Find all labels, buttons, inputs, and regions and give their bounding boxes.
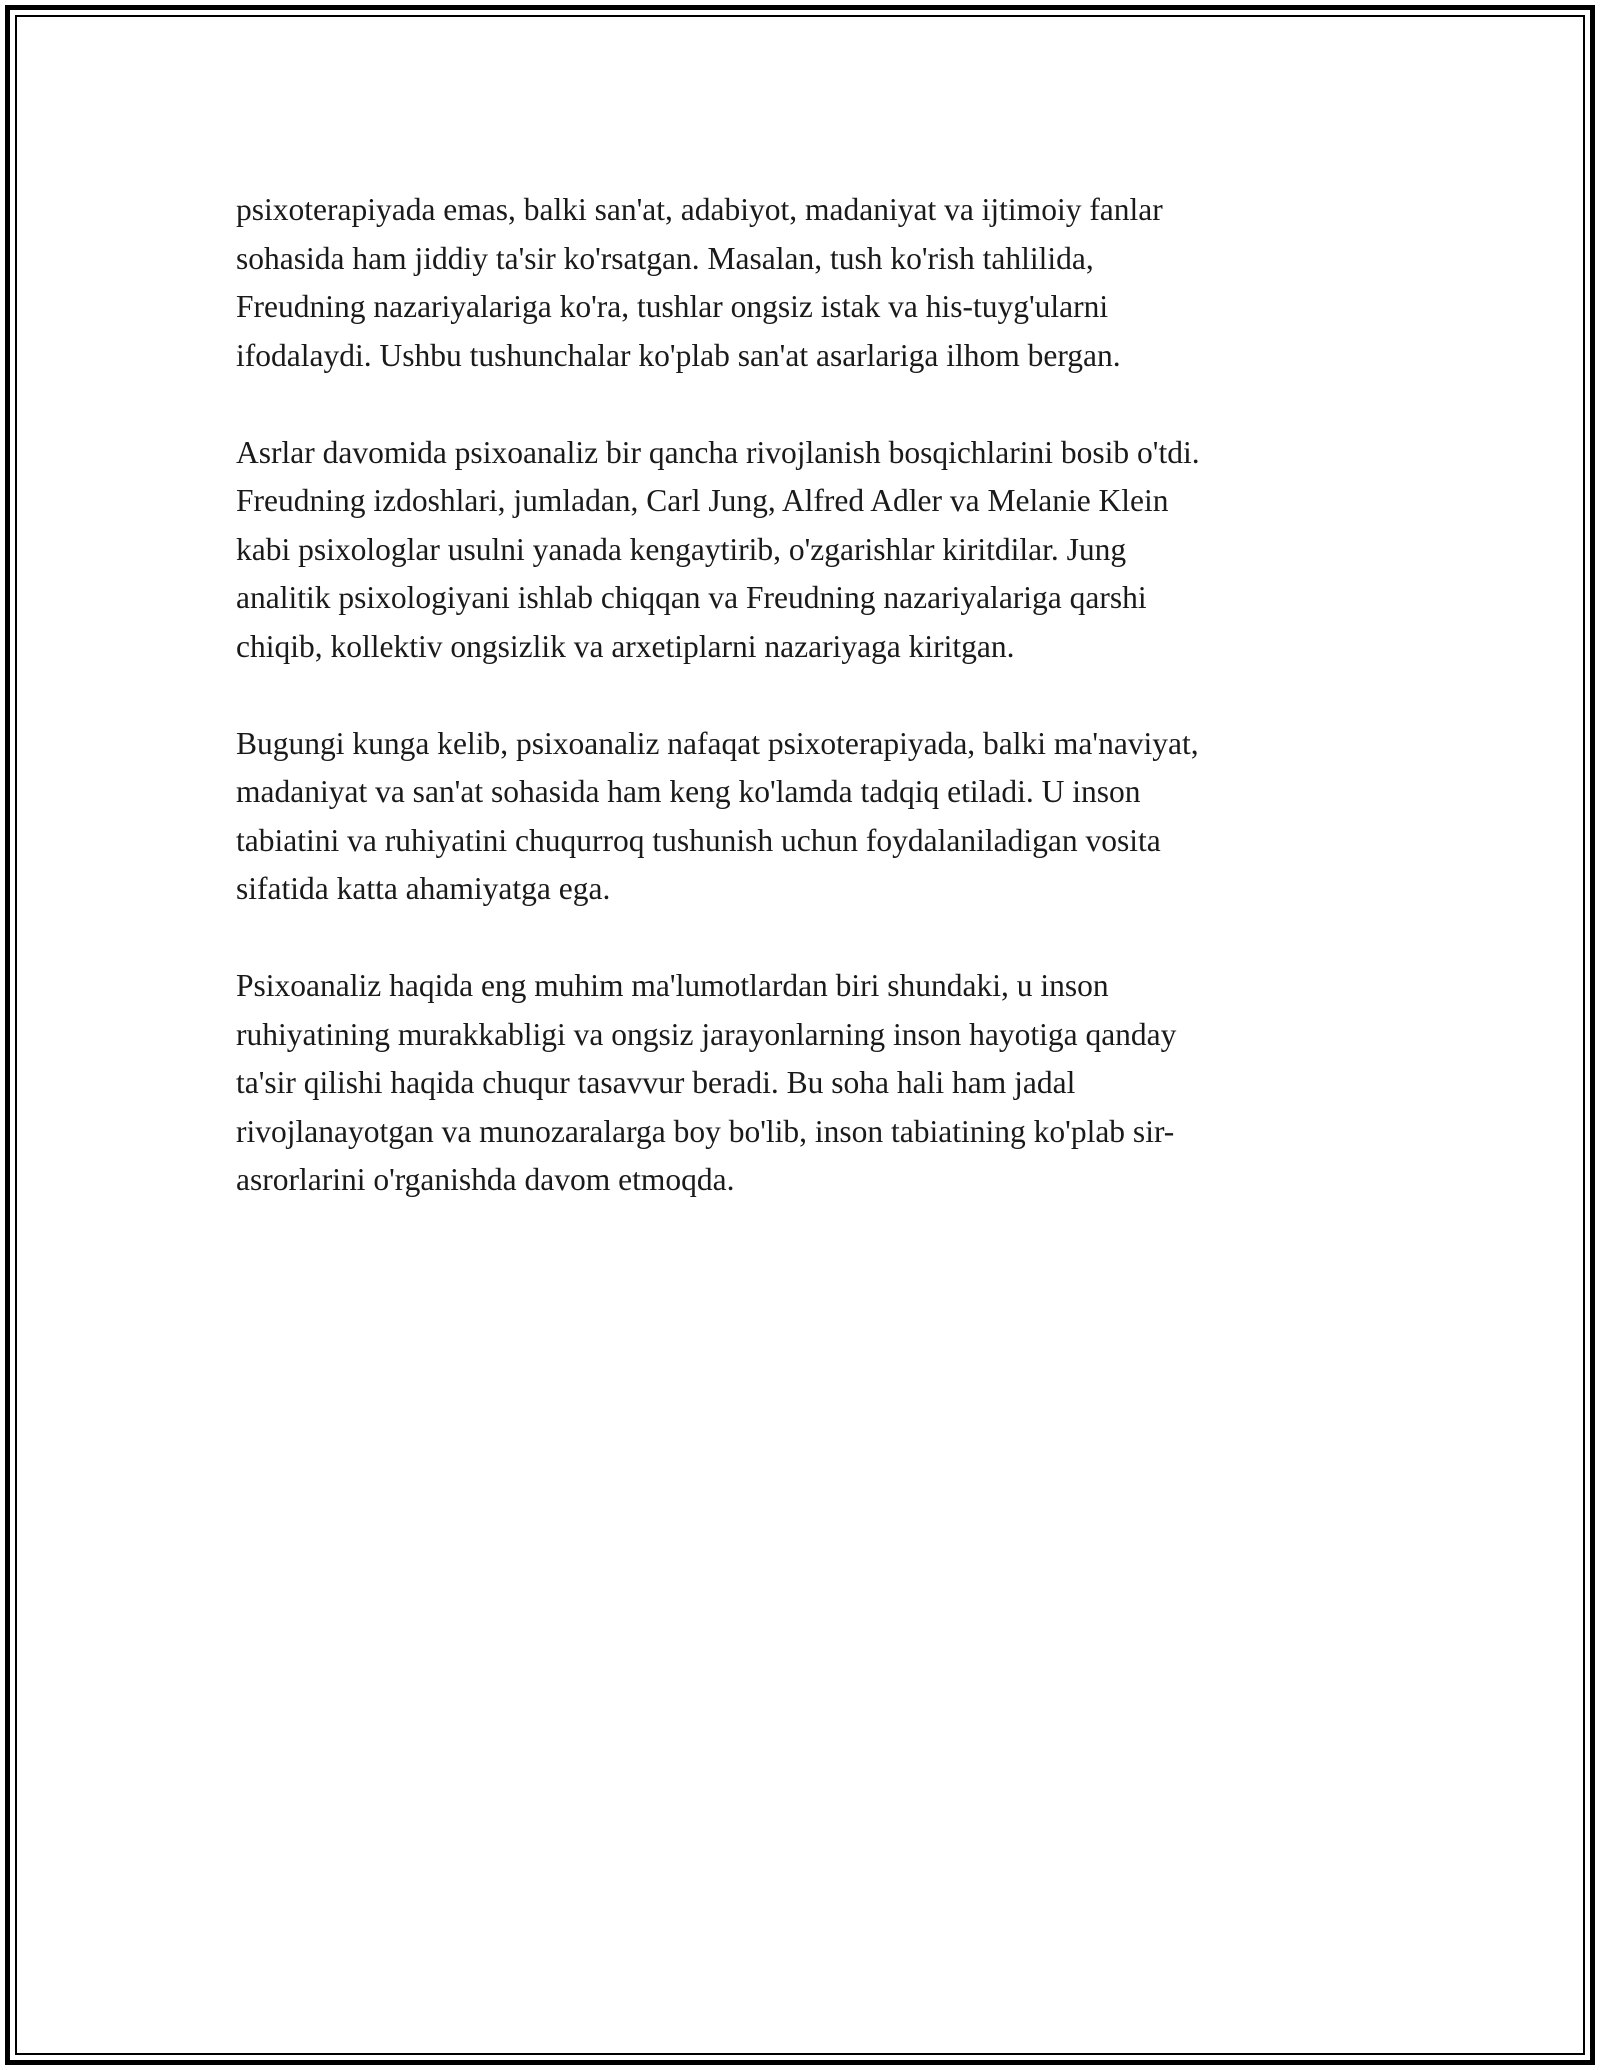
- paragraph-1: psixoterapiyada emas, balki san'at, adabiyot, madaniyat va ijtimoiy fanlar sohasida ham jiddiy ta'sir ko'rsatgan. Masalan, tush ko'rish tahlilida, Freudning nazariyalariga ko'ra, tushlar ongsiz istak va his-tuyg'ularni ifodalaydi. Ushbu tushunchalar ko'plab san'at asarlariga ilhom bergan.: [236, 192, 1163, 373]
- paragraph-2: Asrlar davomida psixoanaliz bir qancha rivojlanish bosqichlarini bosib o'tdi. Freudning izdoshlari, jumladan, Carl Jung, Alfred Adler va Melanie Klein kabi psixologlar usulni yanada kengaytirib, o'zgarishlar kiritdilar. Jung analitik psixologiyani ishlab chiqqan va Freudning nazariyalariga qarshi chiqib, kollektiv ongsizlik va arxetiplarni nazariyaga kiritgan.: [236, 434, 1200, 664]
- document-body: [236, 186, 1396, 1253]
- paragraph-4: Psixoanaliz haqida eng muhim ma'lumotlardan biri shundaki, u inson ruhiyatining murakkabligi va ongsiz jarayonlarning inson hayotiga qanday ta'sir qilishi haqida chuqur tasavvur beradi. Bu soha hali ham jadal rivojlanayotgan va munozaralarga boy bo'lib, inson tabiatining ko'plab sir- asrorlarini o'rganishda davom etmoqda.: [236, 968, 1177, 1197]
- paragraph-3: Bugungi kunga kelib, psixoanaliz nafaqat psixoterapiyada, balki ma'naviyat, madaniyat va san'at sohasida ham keng ko'lamda tadqiq etiladi. U inson tabiatini va ruhiyatini chuqurroq tushunish uchun foydalaniladigan vosita sifatida katta ahamiyatga ega.: [236, 725, 1199, 906]
